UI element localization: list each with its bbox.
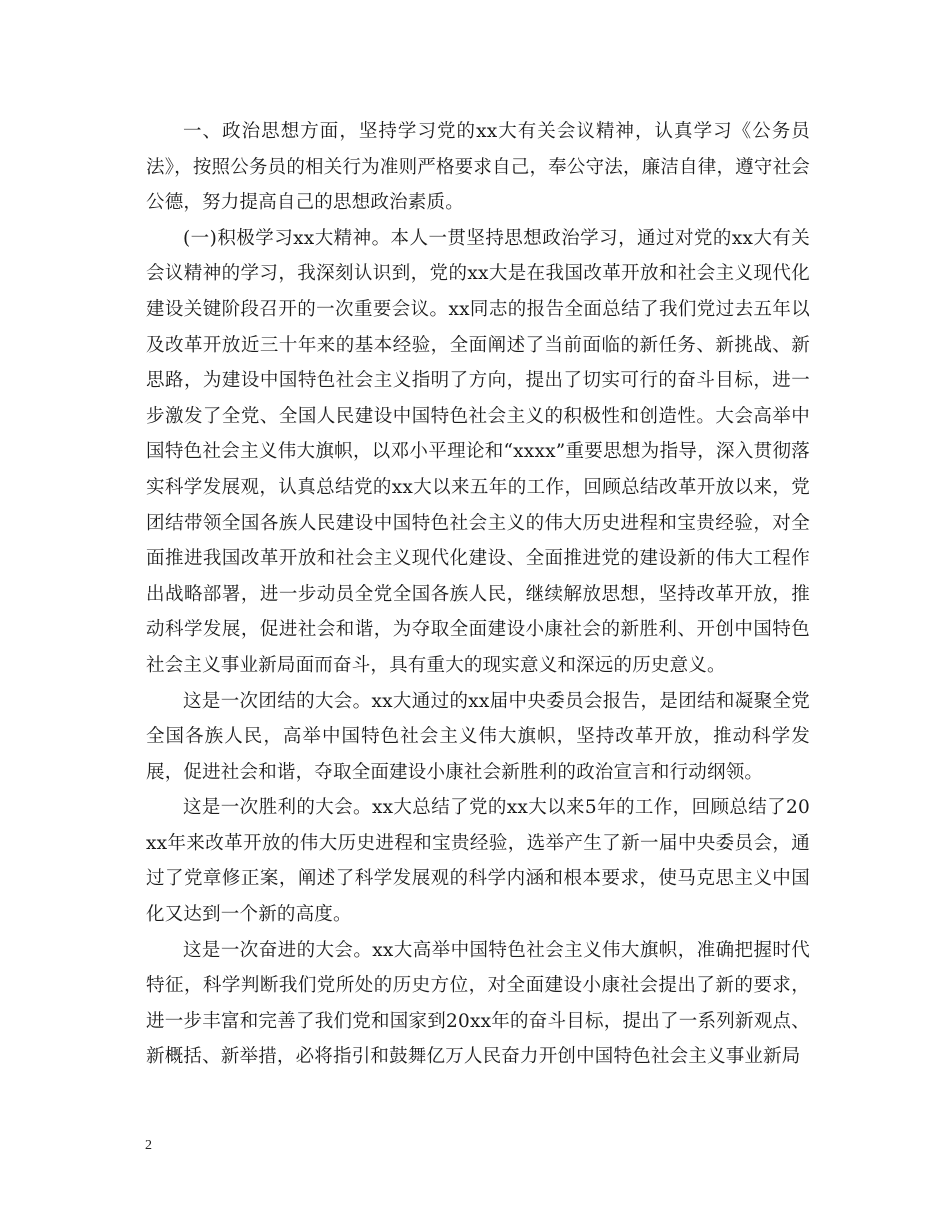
document-body [146, 114, 810, 1075]
paragraph-unity-congress: 这是一次团结的大会。xx大通过的xx届中央委员会报告，是团结和凝聚全党全国各族人民，高举中国特色社会主义伟大旗帜，坚持改革开放，推动科学发展，促进社会和谐，夺取全面建设小康社会新胜利的政治宣言和行动纲领。 [146, 690, 810, 783]
paragraph-political-thought: 一、政治思想方面，坚持学习党的xx大有关会议精神，认真学习《公务员法》，按照公务员的相关行为准则严格要求自己，奉公守法，廉洁自律，遵守社会公德，努力提高自己的思想政治素质。 [146, 121, 810, 214]
paragraph-progress-congress: 这是一次奋进的大会。xx大高举中国特色社会主义伟大旗帜，准确把握时代特征，科学判断我们党所处的历史方位，对全面建设小康社会提出了新的要求，进一步丰富和完善了我们党和国家到20xx年的奋斗目标，提出了一系列新观点、新概括、新举措，必将指引和鼓舞亿万人民奋力开创中国特色社会主义事业新局 [146, 939, 810, 1068]
paragraph-victory-congress: 这是一次胜利的大会。xx大总结了党的xx大以来5年的工作，回顾总结了20xx年来改革开放的伟大历史进程和宝贵经验，选举产生了新一届中央委员会，通过了党章修正案，阐述了科学发展观的科学内涵和根本要求，使马克思主义中国化又达到一个新的高度。 [146, 797, 810, 926]
page-number: 2 [145, 1138, 152, 1153]
paragraph-study-congress-spirit: (一)积极学习xx大精神。本人一贯坚持思想政治学习，通过对党的xx大有关会议精神的学习，我深刻认识到，党的xx大是在我国改革开放和社会主义现代化建设关键阶段召开的一次重要会议。xx同志的报告全面总结了我们党过去五年以及改革开放近三十年来的基本经验，全面阐述了当前面临的新任务、新挑战、新思路，为建设中国特色社会主义指明了方向，提出了切实可行的奋斗目标，进一步激发了全党、全国人民建设中国特色社会主义的积极性和创造性。大会高举中国特色社会主义伟大旗帜，以邓小平理论和“xxxx”重要思想为指导，深入贯彻落实科学发展观，认真总结党的xx大以来五年的工作，回顾总结改革开放以来，党团结带领全国各族人民建设中国特色社会主义的伟大历史进程和宝贵经验，对全面推进我国改革开放和社会主义现代化建设、全面推进党的建设新的伟大工程作出战略部署，进一步动员全党全国各族人民，继续解放思想，坚持改革开放，推动科学发展，促进社会和谐，为夺取全面建设小康社会的新胜利、开创中国特色社会主义事业新局面而奋斗，具有重大的现实意义和深远的历史意义。 [146, 227, 810, 676]
